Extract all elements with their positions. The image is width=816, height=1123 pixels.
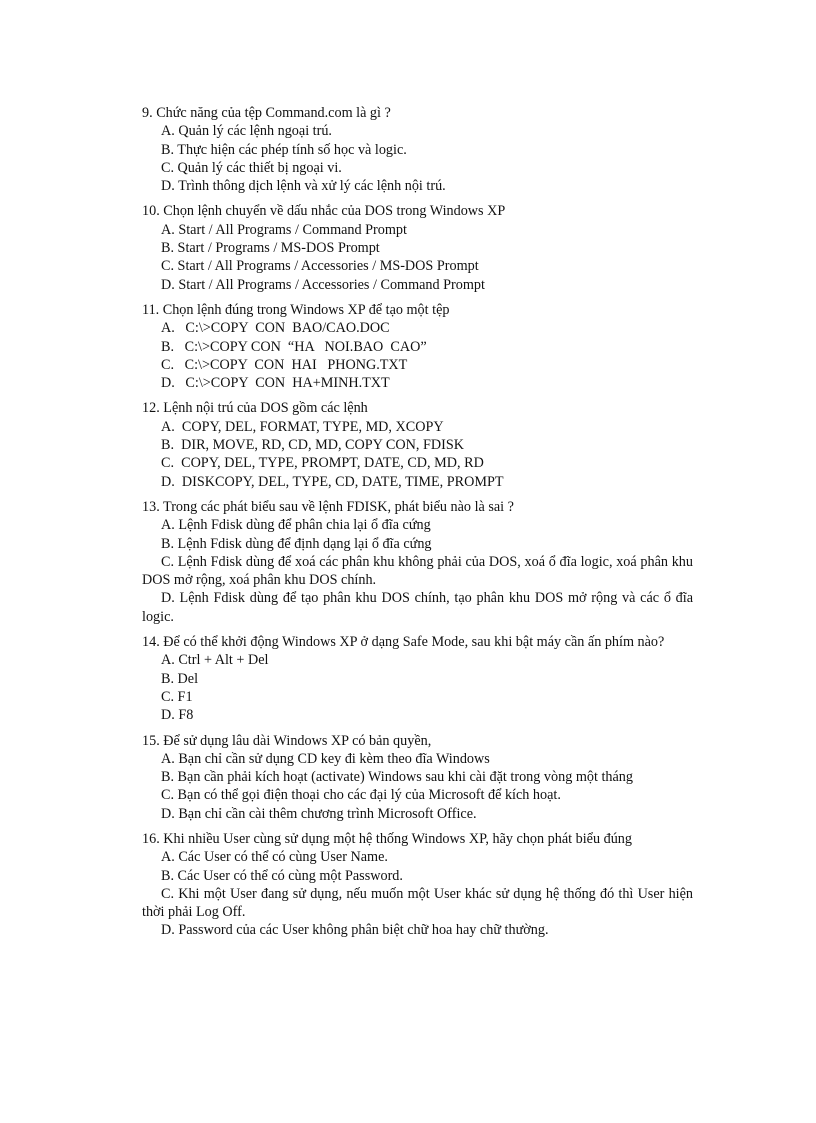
question-stem: 12. Lệnh nội trú của DOS gồm các lệnh <box>142 400 368 417</box>
question-stem: 11. Chọn lệnh đúng trong Windows XP để tạo một tệp <box>142 301 450 318</box>
answer-option: C. F1 <box>161 688 193 705</box>
quiz-page <box>142 104 693 947</box>
question-block <box>142 732 693 823</box>
answer-option: B. Bạn cần phải kích hoạt (activate) Windows sau khi cài đặt trong vòng một tháng <box>161 769 633 786</box>
answer-option: B. C:\>COPY CON “HA NOI.BAO CAO” <box>161 338 427 355</box>
answer-option: B. Del <box>161 670 199 687</box>
answer-option: A. Quản lý các lệnh ngoại trú. <box>161 123 332 140</box>
answer-option: B. DIR, MOVE, RD, CD, MD, COPY CON, FDISK <box>161 437 464 454</box>
answer-option: D. C:\>COPY CON HA+MINH.TXT <box>161 375 390 392</box>
answer-option: C. Start / All Programs / Accessories / MS-DOS Prompt <box>161 258 479 275</box>
question-list <box>142 104 693 940</box>
answer-option: C. Lệnh Fdisk dùng để xoá các phân khu không phải của DOS, xoá ổ đĩa logic, xoá phân khu DOS mở rộng, xoá phân khu DOS chính. <box>142 553 693 589</box>
answer-option: D. Bạn chỉ cần cài thêm chương trình Microsoft Office. <box>161 805 477 822</box>
answer-option: D. Lệnh Fdisk dùng để tạo phân khu DOS chính, tạo phân khu DOS mở rộng và các ổ đĩa logic. <box>142 590 693 625</box>
answer-option: A. C:\>COPY CON BAO/CAO.DOC <box>161 320 390 337</box>
answer-option: C. Quản lý các thiết bị ngoại vi. <box>161 159 342 176</box>
answer-option: A. Start / All Programs / Command Prompt <box>161 221 407 238</box>
answer-option: B. Start / Programs / MS-DOS Prompt <box>161 240 380 257</box>
answer-option: C. Bạn có thể gọi điện thoại cho các đại lý của Microsoft để kích hoạt. <box>161 787 561 804</box>
question-block <box>142 633 693 724</box>
answer-option: A. Bạn chỉ cần sử dụng CD key đi kèm theo đĩa Windows <box>161 750 490 767</box>
answer-option: B. Lệnh Fdisk dùng để định dạng lại ổ đĩa cứng <box>161 535 432 552</box>
answer-option: D. Start / All Programs / Accessories / Command Prompt <box>161 276 485 293</box>
question-stem: 15. Để sử dụng lâu dài Windows XP có bản quyền, <box>142 732 432 749</box>
answer-option: A. COPY, DEL, FORMAT, TYPE, MD, XCOPY <box>161 418 444 435</box>
answer-option: C. C:\>COPY CON HAI PHONG.TXT <box>161 356 408 373</box>
answer-option: D. Trình thông dịch lệnh và xử lý các lệnh nội trú. <box>161 178 446 195</box>
question-stem: 10. Chọn lệnh chuyển về dấu nhắc của DOS trong Windows XP <box>142 203 506 220</box>
answer-option: A. Các User có thể có cùng User Name. <box>161 849 388 866</box>
answer-option: D. DISKCOPY, DEL, TYPE, CD, DATE, TIME, PROMPT <box>161 473 504 490</box>
answer-option: B. Thực hiện các phép tính số học và logic. <box>161 141 407 158</box>
question-stem: 14. Để có thể khởi động Windows XP ở dạng Safe Mode, sau khi bật máy cần ấn phím nào? <box>142 634 665 651</box>
question-block <box>142 830 693 940</box>
answer-option: B. Các User có thể có cùng một Password. <box>161 867 403 884</box>
answer-option: D. Password của các User không phân biệt chữ hoa hay chữ thường. <box>161 922 549 939</box>
question-block <box>142 399 693 490</box>
answer-option: A. Ctrl + Alt + Del <box>161 652 269 669</box>
question-stem: 9. Chức năng của tệp Command.com là gì ? <box>142 105 391 121</box>
question-block <box>142 104 693 195</box>
question-block <box>142 202 693 293</box>
answer-option: A. Lệnh Fdisk dùng để phân chia lại ổ đĩa cứng <box>161 517 431 534</box>
question-block <box>142 301 693 392</box>
answer-option: D. F8 <box>161 707 194 724</box>
question-stem: 13. Trong các phát biểu sau về lệnh FDISK, phát biểu nào là sai ? <box>142 498 514 515</box>
answer-option: C. Khi một User đang sử dụng, nếu muốn một User khác sử dụng hệ thống đó thì User hiện thời phải Log Off. <box>142 885 693 921</box>
question-block <box>142 498 693 626</box>
question-stem: 16. Khi nhiều User cùng sử dụng một hệ thống Windows XP, hãy chọn phát biểu đúng <box>142 830 632 847</box>
answer-option: C. COPY, DEL, TYPE, PROMPT, DATE, CD, MD, RD <box>161 455 484 472</box>
